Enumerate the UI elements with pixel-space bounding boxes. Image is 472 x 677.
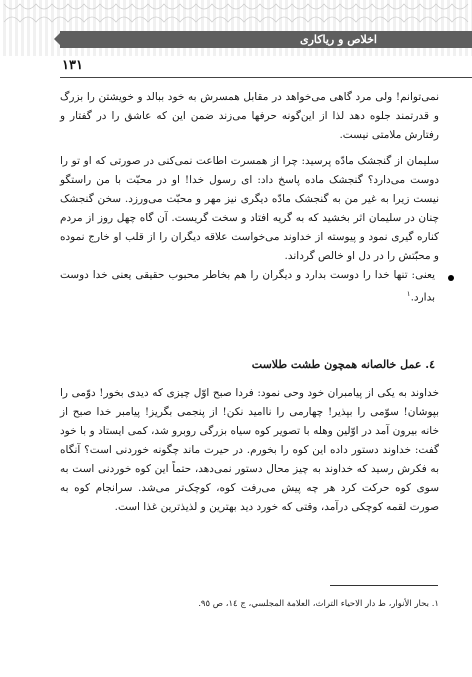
header-bar-tip: [54, 31, 62, 47]
footnote-rule: [330, 585, 438, 586]
bullet-note-text: یعنی: تنها خدا را دوست بدارد و دیگران را هم بخاطر محبوب حقیقی یعنی خدا دوست بدارد.: [60, 269, 435, 304]
running-header-title: اخلاص و ریاکاری: [300, 33, 377, 46]
footnote-text: ۱. بحار الأنوار، ط دار الاحیاء التراث، العلامة المجلسي، ج ١٤، ص ٩٥.: [198, 599, 439, 609]
paragraph-1: نمی‌توانم! ولی مرد گاهی می‌خواهد در مقابل همسرش به خود ببالد و خویشتن را بزرگ و قدرتمند جلوه دهد لذا از این‌گونه حرفها می‌زند ضمن این که عاشق را در گفتار و رفتارش ملامتی نیست.: [60, 91, 439, 141]
paragraph-3: خداوند به یکی از پیامبران خود وحی نمود: فردا صبح اوّل چیزی که دیدی بخور! دوّمی را بپوشان! سوّمی را بپذیر! چهارمی را ناامید نکن! از پنجمی بگریز! پیامبر خدا صبح از خانه بیرون آمد در اوّلین وهله با تصویر کوه سیاه بزرگی روبرو شد، کمی ایستاد و با خود گفت: خداوند دستور داده این کوه را بخورم. در حیرت ماند چگونه خوردنی است؟ آنگاه به فکرش رسید که خداوند به چیز محال دستور نمی‌دهد، حتماً این کوه خوردنی است به سوی کوه حرکت کرد هر چه پیش می‌رفت کوه، کوچک‌تر می‌شد. سرانجام کوه به صورت لقمه کوچکی درآمد، وقتی که خورد دید بهترین و لذیذترین غذا است.: [60, 387, 439, 513]
paragraph-2: سلیمان از گنجشک مادّه پرسید: چرا از همسرت اطاعت نمی‌کنی در صورتی که او تو را دوست می‌دارد؟ گنجشک ماده پاسخ داد: ای رسول خدا! او در محبّت با من راستگو نیست زیرا به غیر من به گنجشک مادّه دیگری نیز مهر و محبّت می‌ورزد. سخن گنجشک چنان در سلیمان اثر بخشید که به گریه افتاد و سخت گریست. آن گاه چهل روز از مردم کناره گیری نمود و پیوسته از خداوند می‌خواست علاقه دیگران را از قلب او خارج نموده و محبّتش را در دل او خالص گرداند.: [60, 155, 439, 262]
page-number: ۱۳۱: [62, 58, 83, 73]
header-rule: [60, 77, 472, 78]
footnote-ref: ۱: [406, 290, 411, 298]
section-heading: ٤. عمل خالصانه همچون طشت طلاست: [251, 358, 435, 371]
bullet-icon: [448, 275, 454, 281]
bullet-note: [60, 266, 435, 308]
